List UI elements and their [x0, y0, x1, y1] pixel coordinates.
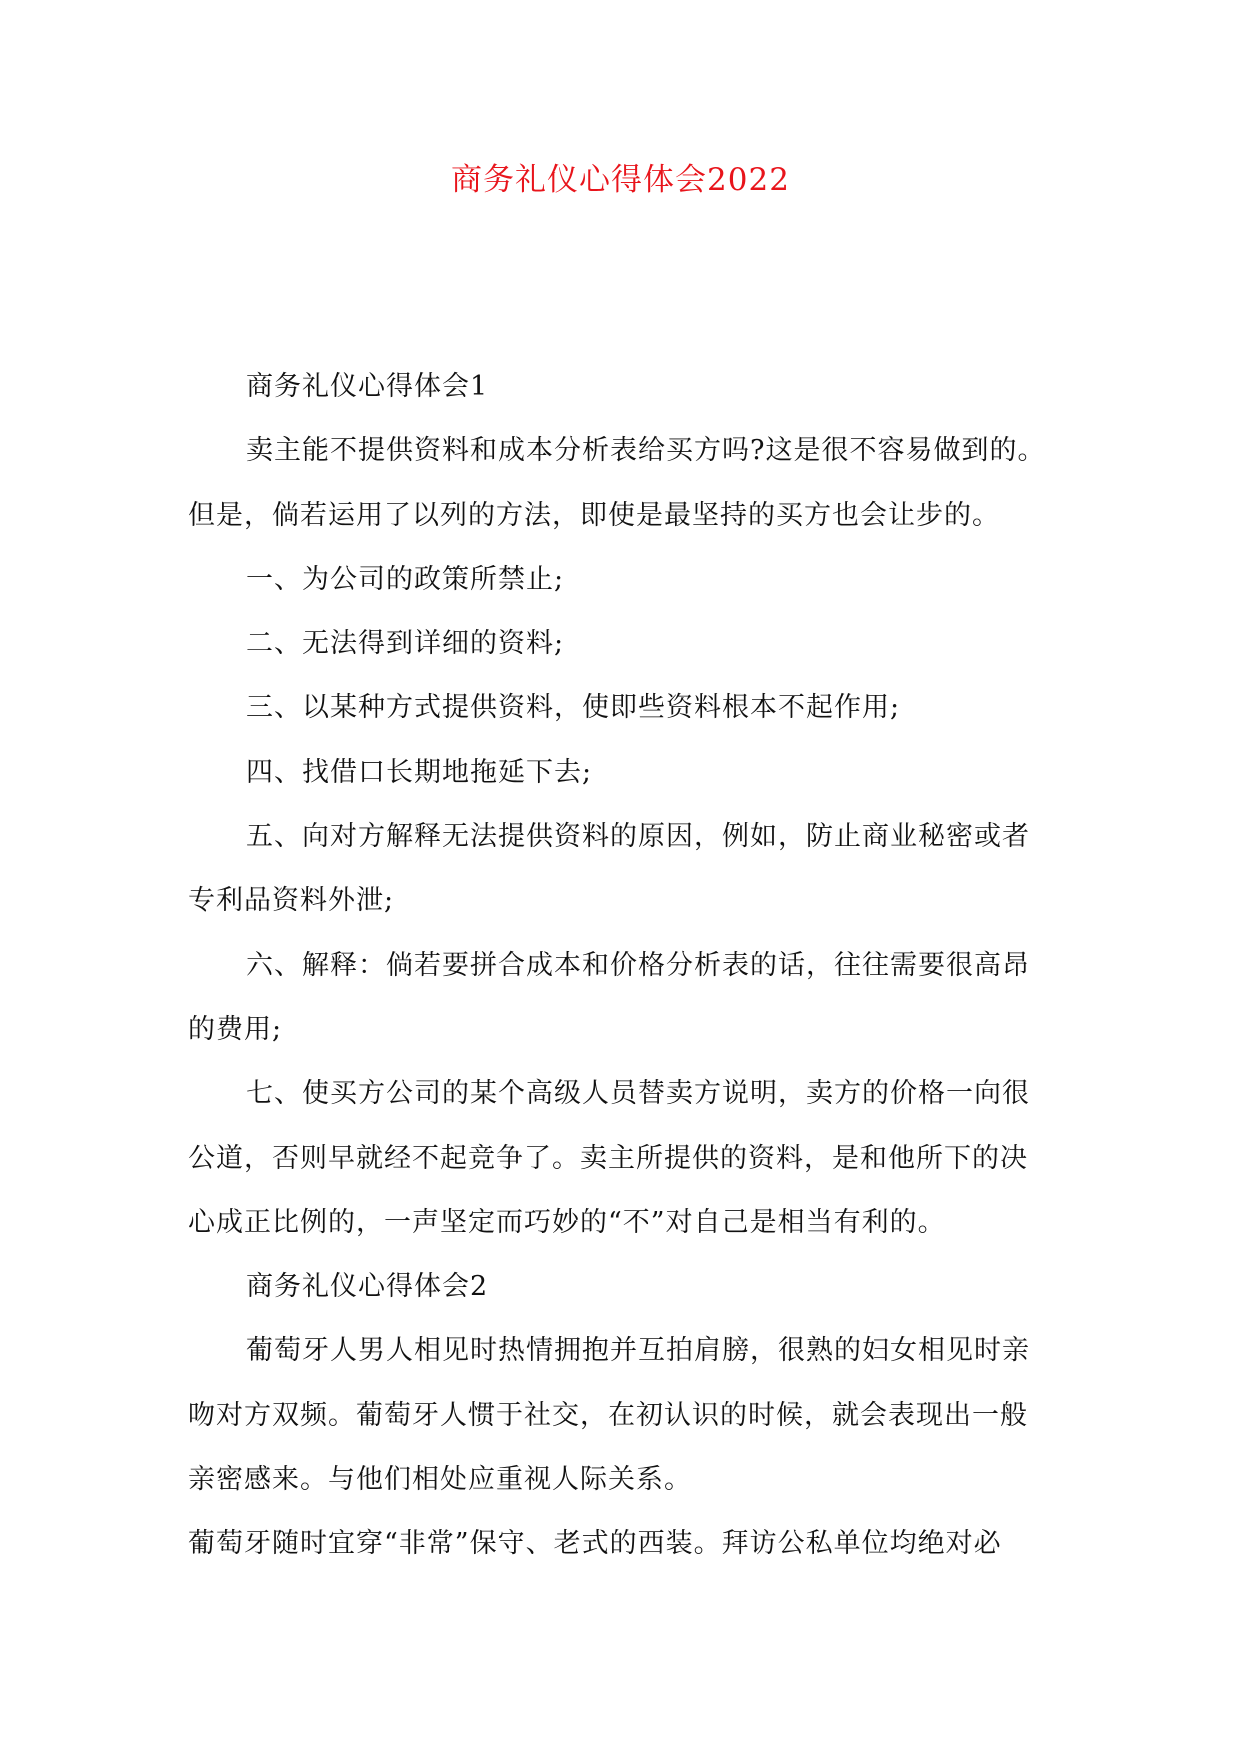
section-heading-2: 商务礼仪心得体会2 [246, 1271, 489, 1303]
paragraph-intro: 卖主能不提供资料和成本分析表给买方吗?这是很不容易做到的。但是，倘若运用了以列的方法，即使是最坚持的买方也会让步的。 [188, 435, 1046, 531]
list-item-3: 三、以某种方式提供资料，使即些资料根本不起作用; [246, 692, 901, 724]
section-heading-1: 商务礼仪心得体会1 [246, 371, 489, 402]
paragraph-portugal-attire: 葡萄牙随时宜穿“非常”保守、老式的西装。拜访公私单位均绝对必 [188, 1528, 1002, 1560]
list-item-6: 六、解释：倘若要拼合成本和价格分析表的话，往往需要很高昂的费用; [188, 949, 1030, 1045]
list-item-1: 一、为公司的政策所禁止; [246, 563, 565, 595]
list-item-2: 二、无法得到详细的资料; [246, 628, 565, 660]
list-item-5: 五、向对方解释无法提供资料的原因，例如，防止商业秘密或者专利品资料外泄; [188, 821, 1030, 917]
document-body [188, 355, 1048, 1577]
list-item-4: 四、找借口长期地拖延下去; [246, 756, 593, 788]
document-title: 商务礼仪心得体会2022 [451, 162, 790, 198]
list-item-7: 七、使买方公司的某个高级人员替卖方说明，卖方的价格一向很公道，否则早就经不起竞争了。卖主所提供的资料，是和他所下的决心成正比例的，一声坚定而巧妙的“不”对自己是相当有利的。 [188, 1078, 1030, 1238]
paragraph-portugal-greetings: 葡萄牙人男人相见时热情拥抱并互拍肩膀，很熟的妇女相见时亲吻对方双频。葡萄牙人惯于社交，在初认识的时候，就会表现出一般亲密感来。与他们相处应重视人际关系。 [188, 1335, 1030, 1496]
